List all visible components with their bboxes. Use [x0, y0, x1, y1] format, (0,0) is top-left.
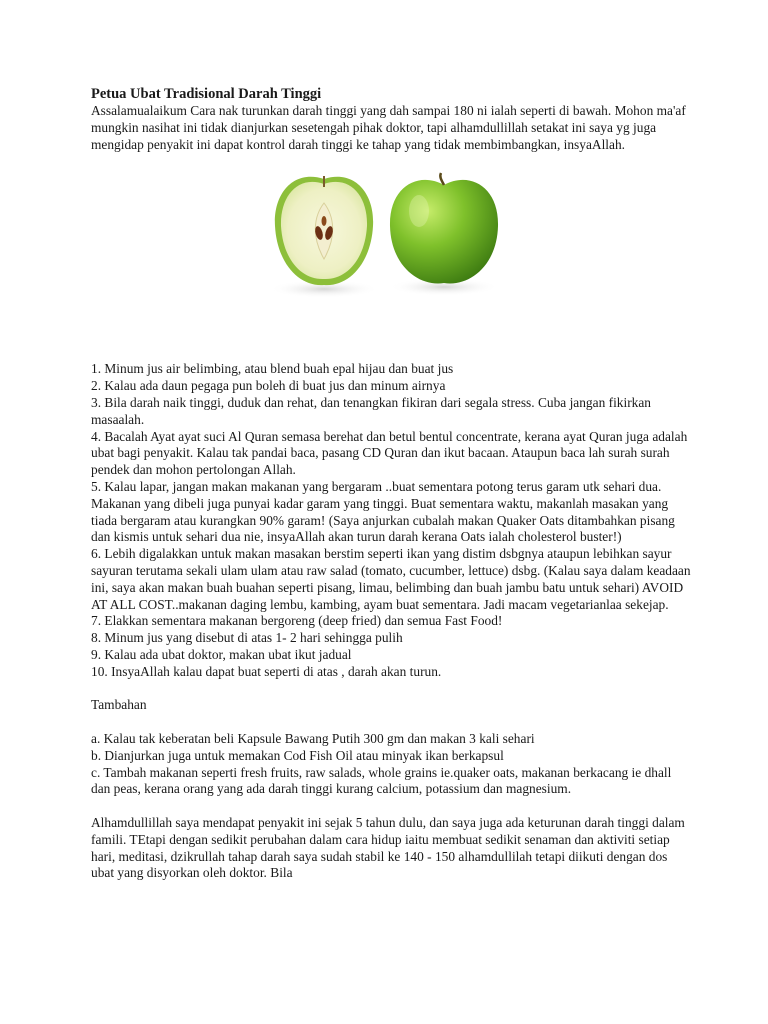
- spacer: [91, 798, 691, 815]
- closing-paragraph: Alhamdullillah saya mendapat penyakit ini sejak 5 tahun dulu, dan saya juga ada keturunan darah tinggi dalam famili. TEtapi dengan sedikit perubahan dalam cara hidup iaitu membuat sedikit senaman dan aktiviti setiap hari, meditasi, dzikrullah tahap darah saya sudah stabil ke 140 - 150 alhamdullilah tetapi diikuti dengan dos ubat yang disyorkan oleh doktor. Bila: [91, 814, 685, 881]
- list-item: 7. Elakkan sementara makanan bergoreng (deep fried) dan semua Fast Food!: [91, 613, 503, 629]
- list-item: 6. Lebih digalakkan untuk makan masakan berstim seperti ikan yang distim dsbgnya ataupun lebihkan sayur sayuran terutama sekali ulam ulam atau raw salad (tomato, cucumber, lettuce) dsbg. (Kalau saya dalam keadaan ini, saya akan makan buah buahan seperti pisang, limau, belimbing dan buah jambu batu untuk sehari) AVOID AT ALL COST..makanan daging lembu, kambing, ayam buat sementara. Jadi macam vegetarianlaa sekejap.: [91, 546, 691, 612]
- apples-illustration: [269, 171, 509, 301]
- list-item: a. Kalau tak keberatan beli Kapsule Bawang Putih 300 gm dan makan 3 kali sehari: [91, 730, 535, 746]
- list-item: 10. InsyaAllah kalau dapat buat seperti di atas , darah akan turun.: [91, 663, 442, 679]
- intro-paragraph: Assalamualaikum Cara nak turunkan darah tinggi yang dah sampai 180 ni ialah seperti di bawah. Mohon ma'af mungkin nasihat ini tidak dianjurkan sesetengah pihak doktor, tapi alhamdullillah setakat ini saya yg juga mengidap penyakit ini dapat kontrol darah tinggi ke tahap yang tidak membimbangkan, insyaAllah.: [91, 103, 686, 152]
- section-heading: Tambahan: [91, 697, 147, 713]
- list-item: 3. Bila darah naik tinggi, duduk dan rehat, dan tenangkan fikiran dari segala stress. Cuba jangan fikirkan masaalah.: [91, 394, 652, 427]
- list-item: c. Tambah makanan seperti fresh fruits, raw salads, whole grains ie.quaker oats, makanan berkacang ie dhall dan peas, kerana orang yang ada darah tinggi kurang calcium, potassium dan magnesium.: [91, 764, 672, 797]
- extras-list: [91, 731, 691, 798]
- list-item: 5. Kalau lapar, jangan makan makanan yang bergaram ..buat sementara potong terus garam utk sehari dua. Makanan yang dibeli juga punyai kadar garam yang tinggi. Buat sementara waktu, makanlah masakan yang tiada bergaram atau kurangkan 90% garam! (Saya anjurkan cubalah makan Quaker Oats ditambahkan pisang dan kismis untuk sehari dua nie, insyaAllah akan turun darah kerana Oats ialah cholesterol buster!): [91, 478, 675, 545]
- list-item: 9. Kalau ada ubat doktor, makan ubat ikut jadual: [91, 646, 352, 662]
- list-item: 1. Minum jus air belimbing, atau blend buah epal hijau dan buat jus: [91, 361, 454, 377]
- spacer: [91, 714, 691, 731]
- list-item: 2. Kalau ada daun pegaga pun boleh di buat jus dan minum airnya: [91, 378, 446, 394]
- list-item: 4. Bacalah Ayat ayat suci Al Quran semasa berehat dan betul bentul concentrate, kerana ayat Quran juga adalah ubat bagi penyakit. Kalau tak pandai baca, pasang CD Quran dan ikut bacaan. Ataupun baca lah surah surah pendek dan mohon pertolongan Allah.: [91, 428, 688, 478]
- spacer: [91, 681, 691, 698]
- document-page: [91, 86, 691, 882]
- green-apples-image: [269, 171, 509, 361]
- page-title: Petua Ubat Tradisional Darah Tinggi: [91, 86, 322, 102]
- list-item: b. Dianjurkan juga untuk memakan Cod Fish Oil atau minyak ikan berkapsul: [91, 747, 504, 763]
- tips-list: [91, 361, 691, 680]
- list-item: 8. Minum jus yang disebut di atas 1- 2 hari sehingga pulih: [91, 630, 403, 646]
